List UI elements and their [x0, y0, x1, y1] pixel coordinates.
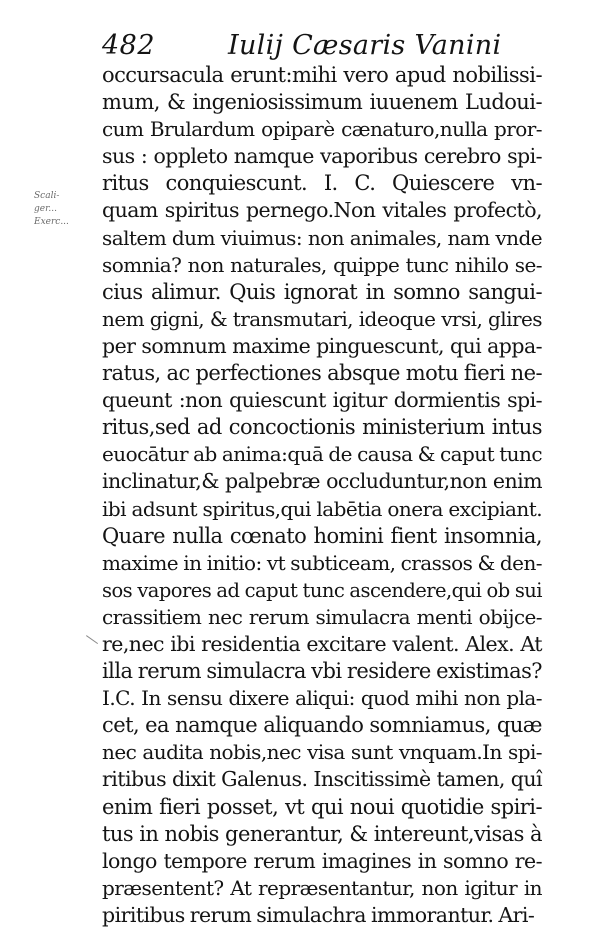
- marginal-note-line: Scali-: [34, 191, 60, 201]
- text-line: tus in nobis generantur, & intereunt,visas à: [102, 821, 542, 846]
- body-text: [102, 62, 542, 929]
- text-line: Quare nulla cœnato homini fient insomnia,: [102, 523, 542, 548]
- text-line: ritus,sed ad concoctionis ministerium intus: [102, 415, 542, 440]
- text-line: præsentent? At repræsentantur, non igitur in: [102, 875, 542, 900]
- text-line: longo tempore rerum imagines in somno re-: [102, 848, 542, 873]
- text-line: illa rerum simulacra vbi residere existimas?: [102, 659, 542, 684]
- marginal-note-line: Exerc...: [34, 217, 69, 227]
- text-line: mum, & ingeniosissimum iuuenem Ludoui-: [102, 90, 542, 115]
- text-line: ratus, ac perfectiones absque motu fieri ne-: [102, 361, 542, 386]
- text-line: sos vapores ad caput tunc ascendere,qui ob sui: [102, 578, 542, 602]
- text-line: per somnum maxime pinguescunt, qui appa-: [102, 333, 542, 358]
- text-line: inclinatur,& palpebræ occluduntur,non enim: [102, 469, 542, 494]
- text-line: saltem dum viuimus: non animales, nam vnde: [102, 225, 542, 250]
- text-line: euocātur ab anima:quā de causa & caput tunc: [102, 442, 542, 467]
- text-line: cum Brulardum opiparè cænaturo,nulla pror-: [102, 117, 542, 142]
- text-line: cius alimur. Quis ignorat in somno sangui-: [102, 279, 542, 304]
- text-line: piritibus rerum simulachra immorantur. Ari-: [102, 902, 535, 927]
- text-line: ritus conquiescunt. I. C. Quiescere vn-: [102, 171, 542, 196]
- text-line: nem gigni, & transmutari, ideoque vrsi, glires: [102, 306, 542, 331]
- page-number: 482: [102, 30, 156, 61]
- text-line: somnia? non naturales, quippe tunc nihilo se-: [102, 252, 542, 277]
- text-line: crassitiem nec rerum simulacra menti obijce-: [102, 604, 542, 629]
- text-line: re,nec ibi residentia excitare valent. Alex. At: [102, 631, 542, 656]
- text-line: ibi adsunt spiritus,qui labētia onera excipiant.: [102, 496, 542, 521]
- running-head: Iulij Cæsaris Vanini: [228, 30, 502, 61]
- text-line: queunt :non quiescunt igitur dormientis spi-: [102, 388, 542, 413]
- page-header: [102, 28, 542, 66]
- text-line: occursacula erunt:mihi vero apud nobilissi-: [102, 63, 542, 87]
- marginal-note-line: ger...: [34, 204, 57, 214]
- text-line: quam spiritus pernego.Non vitales profectò,: [102, 198, 542, 223]
- text-line: I.C. In sensu dixere aliqui: quod mihi non pla-: [102, 686, 542, 711]
- marginal-note: [34, 190, 90, 229]
- text-line: enim fieri posset, vt qui noui quotidie spiri-: [102, 794, 542, 819]
- text-line: maxime in initio: vt subticeam, crassos & den-: [102, 550, 542, 575]
- text-line: sus : oppleto namque vaporibus cerebro spi-: [102, 144, 542, 169]
- text-line: ritibus dixit Galenus. Inscitissimè tamen, quî: [102, 767, 542, 792]
- text-line: cet, ea namque aliquando somniamus, quæ: [102, 713, 542, 738]
- text-line: nec audita nobis,nec visa sunt vnquam.In spi-: [102, 740, 542, 765]
